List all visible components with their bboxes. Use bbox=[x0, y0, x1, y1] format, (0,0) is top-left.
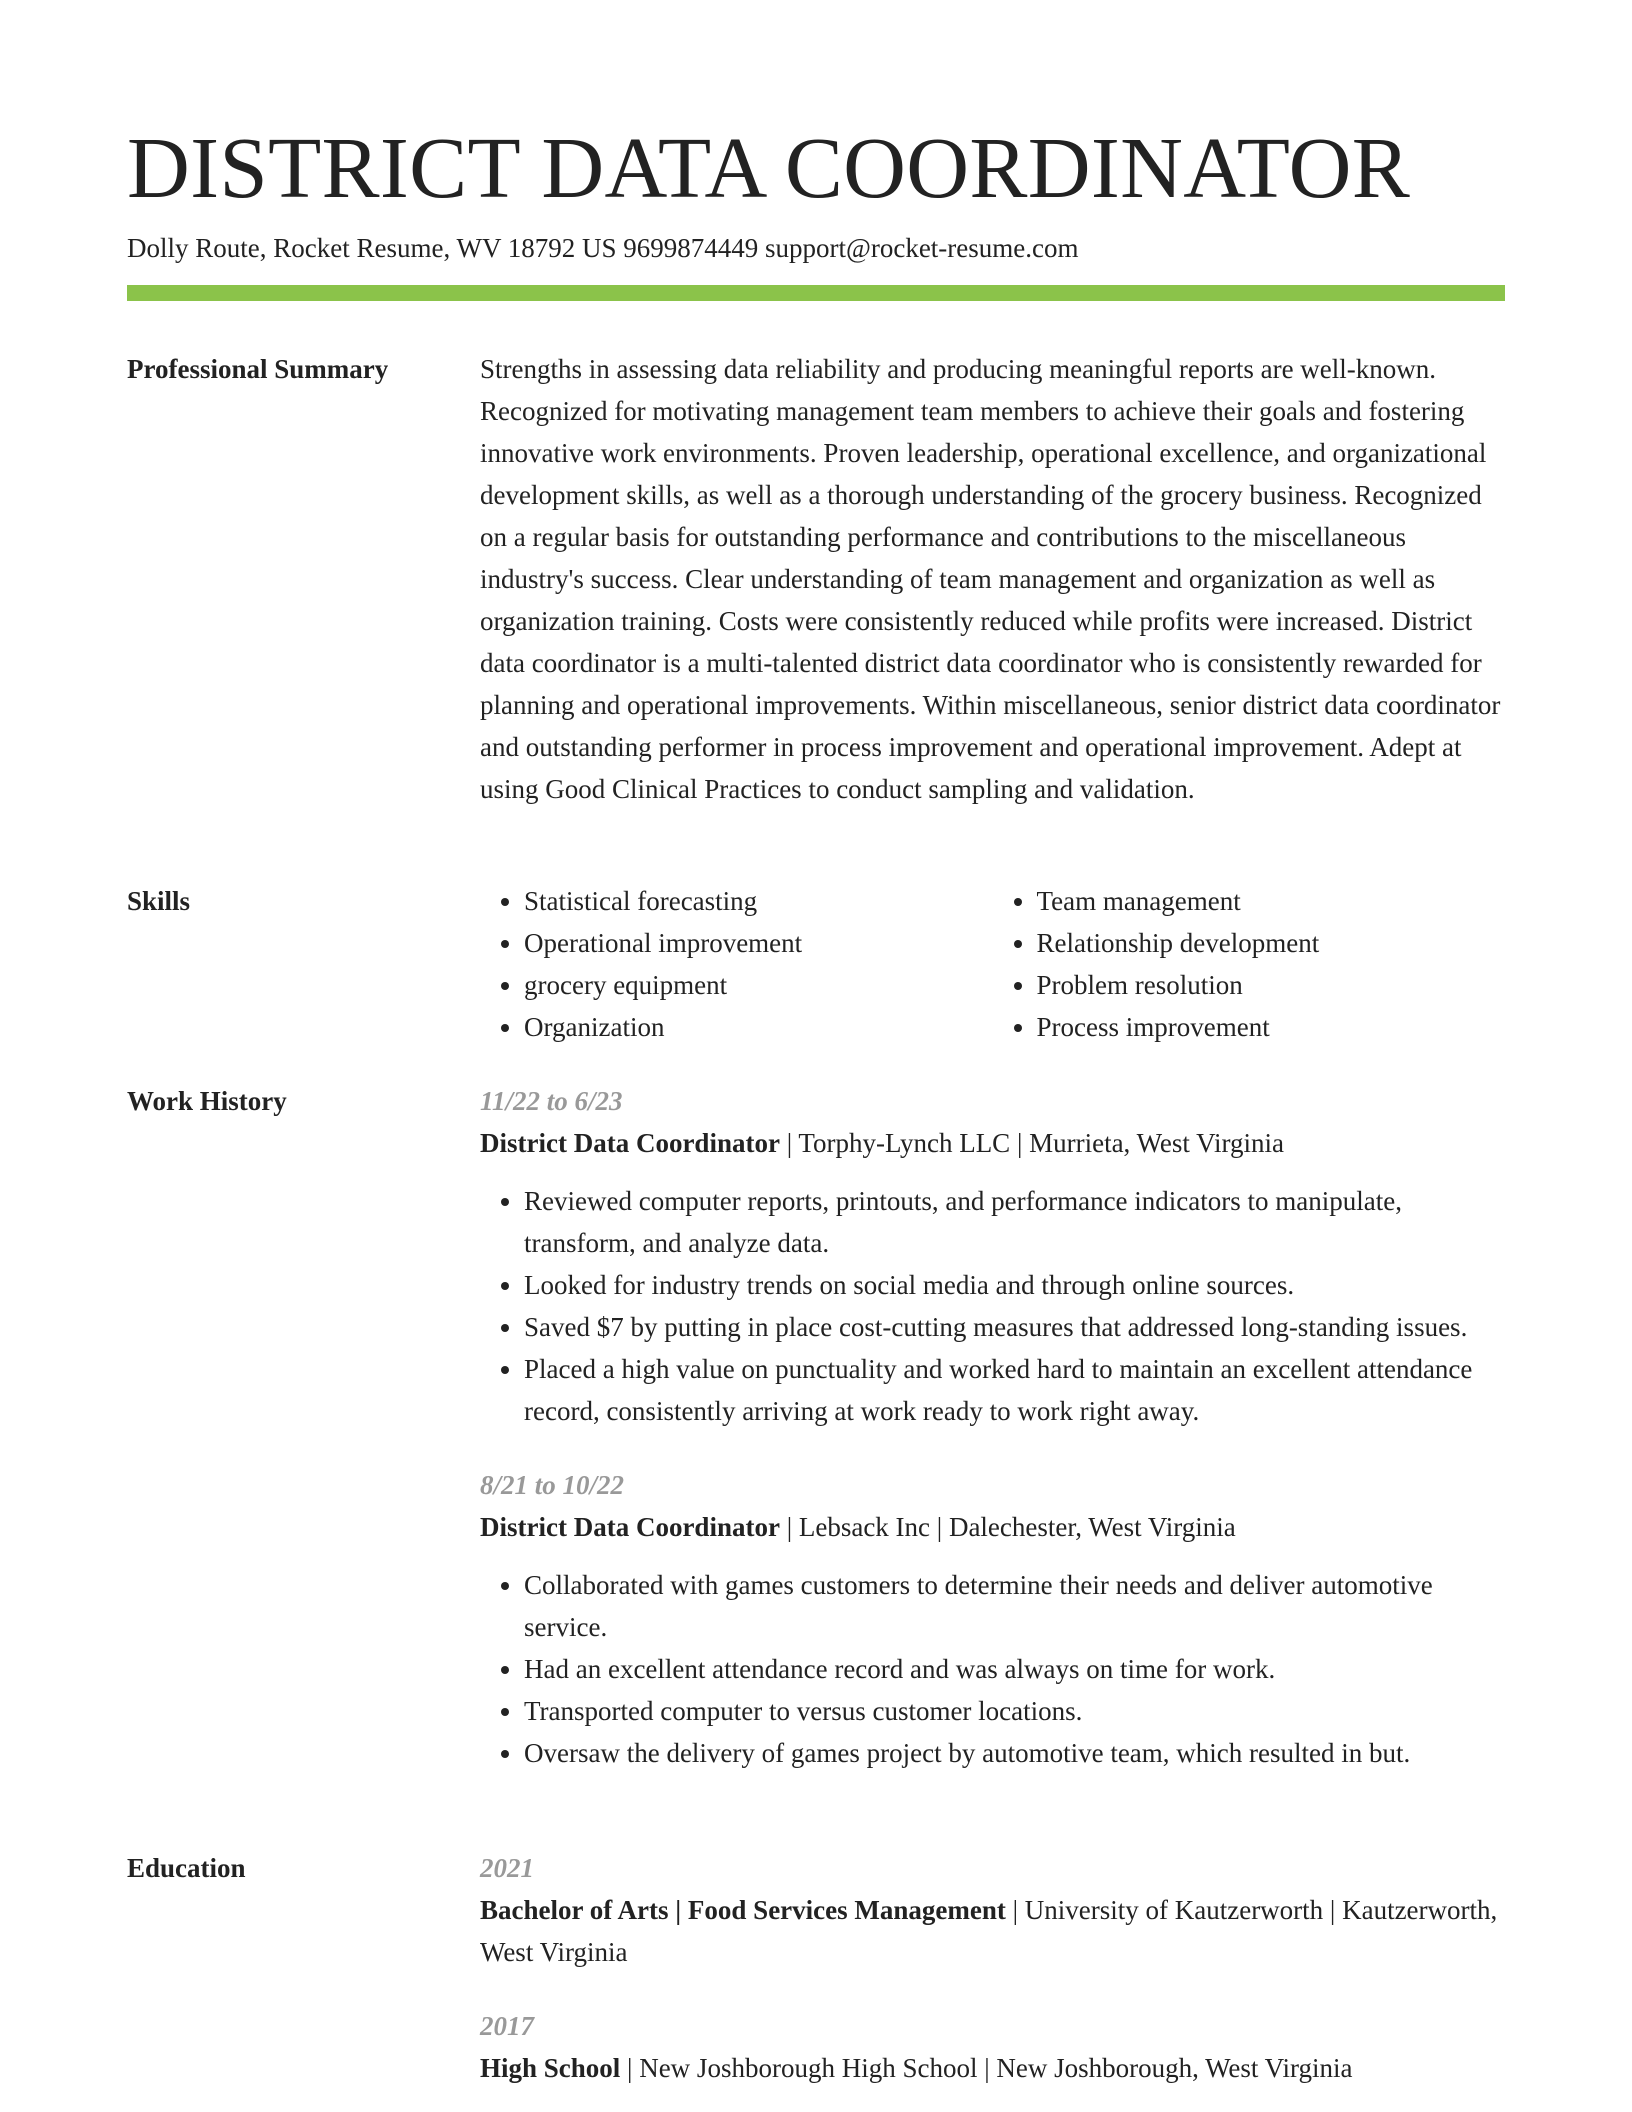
job-title: District Data Coordinator bbox=[480, 1128, 780, 1158]
education-heading bbox=[480, 1889, 1505, 1973]
skill-item: • Process improvement bbox=[1037, 1006, 1506, 1048]
education-heading bbox=[480, 2047, 1505, 2089]
accent-divider bbox=[127, 285, 1505, 301]
job-dates: 11/22 to 6/23 bbox=[480, 1086, 623, 1116]
skill-item: • Organization bbox=[524, 1006, 993, 1048]
job-bullet: • Looked for industry trends on social media and through online sources. bbox=[524, 1264, 1505, 1306]
entry-spacer bbox=[480, 1432, 1505, 1464]
skill-item: • Operational improvement bbox=[524, 922, 993, 964]
summary-text: Strengths in assessing data reliability and producing meaningful reports are well-known. Recognized for motivating management team members to achieve their goals and fostering innovative work environments. Proven leadership, operational excellence, and organizational development skills, as well as a thorough understanding of the grocery business. Recognized on a regular basis for outstanding performance and contributions to the miscellaneous industry's success. Clear understanding of team management and organization as well as organization training. Costs were consistently reduced while profits were increased. District data coordinator is a multi-talented district data coordinator who is consistently rewarded for planning and operational improvements. Within miscellaneous, senior district data coordinator and outstanding performer in process improvement and operational improvement. Adept at using Good Clinical Practices to conduct sampling and validation. bbox=[480, 354, 1501, 804]
education-details: | New Joshborough High School | New Joshborough, West Virginia bbox=[620, 2053, 1353, 2083]
section-title-education: Education bbox=[127, 1853, 246, 1883]
job-details: | Torphy-Lynch LLC | Murrieta, West Virginia bbox=[779, 1128, 1285, 1158]
job-bullet: • Saved $7 by putting in place cost-cutting measures that addressed long-standing issues. bbox=[524, 1306, 1505, 1348]
job-dates: 8/21 to 10/22 bbox=[480, 1470, 625, 1500]
education-degree: Bachelor of Arts | Food Services Management bbox=[480, 1895, 1006, 1925]
resume-header bbox=[127, 118, 1505, 266]
job-bullet: • Had an excellent attendance record and was always on time for work. bbox=[524, 1648, 1505, 1690]
summary-body bbox=[480, 348, 1505, 810]
skill-item: • Relationship development bbox=[1037, 922, 1506, 964]
job-bullet: • Transported computer to versus customer locations. bbox=[524, 1690, 1505, 1732]
entry-spacer bbox=[480, 1973, 1505, 2005]
job-bullet-list bbox=[480, 1564, 1505, 1774]
job-bullet: • Placed a high value on punctuality and worked hard to maintain an excellent attendance record, consistently arriving at work ready to work right away. bbox=[524, 1348, 1505, 1432]
skill-item: • grocery equipment bbox=[524, 964, 993, 1006]
education-details: | University of Kautzerworth | Kautzerworth, West Virginia bbox=[480, 1895, 1498, 1967]
skills-list-right bbox=[993, 880, 1506, 1048]
skill-item: • Problem resolution bbox=[1037, 964, 1506, 1006]
skill-item: • Team management bbox=[1037, 880, 1506, 922]
job-bullet: • Reviewed computer reports, printouts, and performance indicators to manipulate, transform, and analyze data. bbox=[524, 1180, 1505, 1264]
job-bullet: • Collaborated with games customers to determine their needs and deliver automotive service. bbox=[524, 1564, 1505, 1648]
skills-columns bbox=[480, 880, 1505, 1048]
contact-line: Dolly Route, Rocket Resume, WV 18792 US 9699874449 support@rocket-resume.com bbox=[127, 233, 1079, 263]
job-details: | Lebsack Inc | Dalechester, West Virginia bbox=[779, 1512, 1236, 1542]
work-history-body bbox=[480, 1080, 1505, 1774]
education-year: 2017 bbox=[480, 2011, 534, 2041]
job-bullet: • Oversaw the delivery of games project by automotive team, which resulted in but. bbox=[524, 1732, 1505, 1774]
candidate-name: DISTRICT DATA COORDINATOR bbox=[127, 119, 1411, 216]
job-bullet-list bbox=[480, 1180, 1505, 1432]
job-entry bbox=[480, 1080, 1505, 1432]
section-title-work: Work History bbox=[127, 1086, 287, 1116]
skill-item: • Statistical forecasting bbox=[524, 880, 993, 922]
skills-list-left bbox=[480, 880, 993, 1048]
section-title-skills: Skills bbox=[127, 886, 191, 916]
job-heading bbox=[480, 1122, 1505, 1164]
job-entry bbox=[480, 1464, 1505, 1774]
section-title-summary: Professional Summary bbox=[127, 354, 389, 384]
education-year: 2021 bbox=[480, 1853, 534, 1883]
education-entry bbox=[480, 1847, 1505, 1973]
education-entry bbox=[480, 2005, 1505, 2089]
education-body bbox=[480, 1847, 1505, 2089]
education-degree: High School bbox=[480, 2053, 621, 2083]
job-heading bbox=[480, 1506, 1505, 1548]
job-title: District Data Coordinator bbox=[480, 1512, 780, 1542]
skills-body bbox=[480, 880, 1505, 1048]
